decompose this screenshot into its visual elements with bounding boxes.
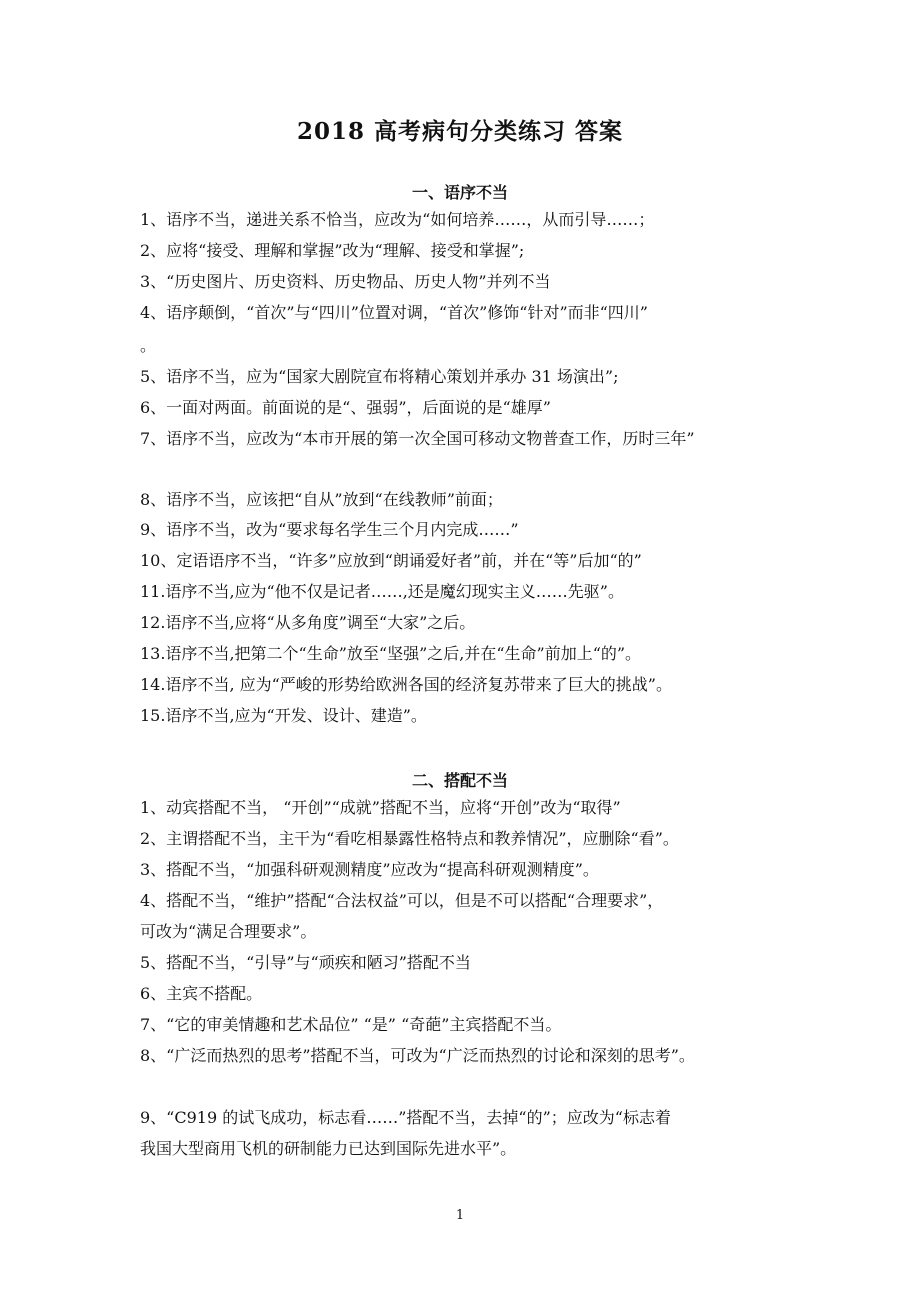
answer-line: 6、主宾不搭配。 [140,984,263,1003]
answer-line: 7、“它的审美情趣和艺术品位” “是” “奇葩”主宾搭配不当。 [140,1015,562,1034]
answer-line: 12.语序不当,应将“从多角度”调至“大家”之后。 [140,613,476,632]
answer-line: 15.语序不当,应为“开发、设计、建造”。 [140,706,427,725]
answer-line-continuation: 。 [140,336,157,355]
answer-line: 9、语序不当，改为“要求每名学生三个月内完成……” [140,520,519,539]
answer-line: 4、语序颠倒，“首次”与“四川”位置对调，“首次”修饰“针对”而非“四川” [140,303,648,322]
answer-line: 5、语序不当，应为“国家大剧院宣布将精心策划并承办 31 场演出”; [140,367,619,386]
answer-line: 13.语序不当,把第二个“生命”放至“坚强”之后,并在“生命”前加上“的”。 [140,644,642,663]
answer-line-continuation: 可改为“满足合理要求”。 [140,922,317,941]
answer-line: 3、“历史图片、历史资料、历史物品、历史人物”并列不当 [140,272,551,291]
answer-line-continuation: 我国大型商用飞机的研制能力已达到国际先进水平”。 [140,1139,517,1158]
answer-line: 6、一面对两面。前面说的是“、强弱”，后面说的是“雄厚” [140,398,551,417]
answer-line: 9、“C919 的试飞成功，标志看……”搭配不当，去掉“的”；应改为“标志着 [140,1108,671,1127]
answer-line: 8、“广泛而热烈的思考”搭配不当，可改为“广泛而热烈的讨论和深刻的思考”。 [140,1046,695,1065]
answer-line: 14.语序不当, 应为“严峻的形势给欧洲各国的经济复苏带来了巨大的挑战”。 [140,675,672,694]
answer-line: 4、搭配不当，“维护”搭配“合法权益”可以，但是不可以搭配“合理要求”， [140,891,664,910]
page-number: 1 [455,1208,465,1223]
answer-line: 2、主谓搭配不当，主干为“看吃相暴露性格特点和教养情况”，应删除“看”。 [140,829,679,848]
section-heading-collocation: 二、搭配不当 [411,771,508,790]
answer-line: 7、语序不当，应改为“本市开展的第一次全国可移动文物普查工作，历时三年” [140,429,695,448]
answer-line: 1、动宾搭配不当， “开创”“成就”搭配不当，应将“开创”改为“取得” [140,798,621,817]
answer-line: 1、语序不当，递进关系不恰当，应改为“如何培养……，从而引导……； [140,210,655,229]
answer-line: 10、定语语序不当，“许多”应放到“朗诵爱好者”前，并在“等”后加“的” [140,551,642,570]
answer-line: 8、语序不当，应该把“自从”放到“在线教师”前面； [140,490,503,509]
answer-line: 11.语序不当,应为“他不仅是记者……,还是魔幻现实主义……先驱”。 [140,582,624,601]
answer-line: 2、应将“接受、理解和掌握”改为“理解、接受和掌握”; [140,241,525,260]
answer-line: 3、搭配不当，“加强科研观测精度”应改为“提高科研观测精度”。 [140,860,599,879]
section-heading-word-order: 一、语序不当 [411,183,508,202]
document-title: 2018 高考病句分类练习 答案 [296,118,624,145]
answer-line: 5、搭配不当，“引导”与“顽疾和陋习”搭配不当 [140,953,471,972]
